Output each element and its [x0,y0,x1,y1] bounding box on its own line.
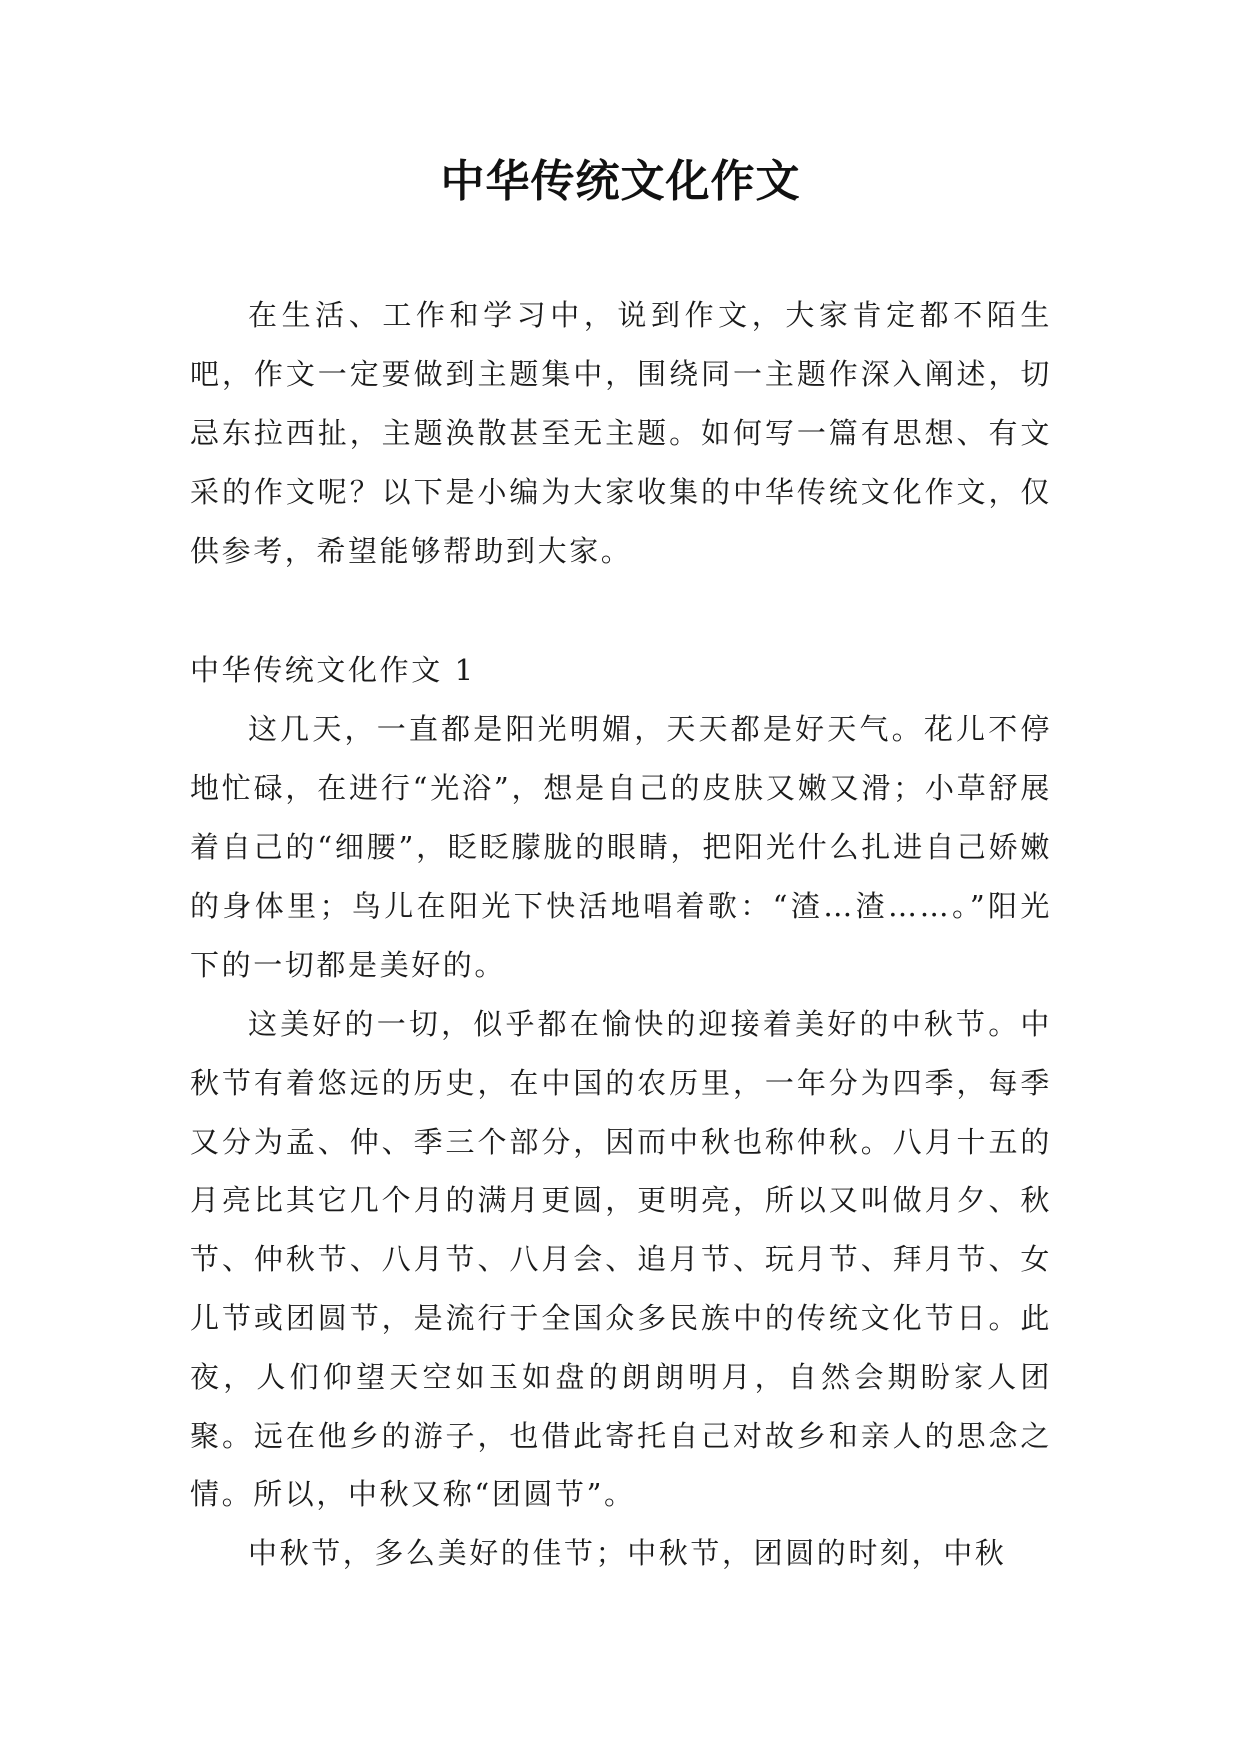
section-paragraph-3: 中秋节，多么美好的佳节；中秋节，团圆的时刻，中秋 [248,1536,1007,1571]
section-paragraph-2: 这美好的一切，似乎都在愉快的迎接着美好的中秋节。中秋节有着悠远的历史，在中国的农历里，一年分为四季，每季又分为孟、仲、季三个部分，因而中秋也称仲秋。八月十五的月亮比其它几个月的满月更圆，更明亮，所以又叫做月夕、秋节、仲秋节、八月节、八月会、追月节、玩月节、拜月节、女儿节或团圆节，是流行于全国众多民族中的传统文化节日。此夜，人们仰望天空如玉如盘的朗朗明月，自然会期盼家人团聚。远在他乡的游子，也借此寄托自己对故乡和亲人的思念之情。所以，中秋又称“团圆节”。 [190,1007,1052,1512]
section-spacer [190,581,1052,641]
section-paragraph-1: 这几天，一直都是阳光明媚，天天都是好天气。花儿不停地忙碌，在进行“光浴”，想是自己的皮肤又嫩又滑；小草舒展着自己的“细腰”，眨眨朦胧的眼睛，把阳光什么扎进自己娇嫩的身体里；鸟儿在阳光下快活地唱着歌：“渣…渣……。”阳光下的一切都是美好的。 [190,712,1052,982]
document-body [190,286,1052,1583]
section-heading: 中华传统文化作文 1 [190,653,476,687]
essay-section-1 [190,641,1052,1583]
intro-paragraph: 在生活、工作和学习中，说到作文，大家肯定都不陌生吧，作文一定要做到主题集中，围绕同一主题作深入阐述，切忌东拉西扯，主题涣散甚至无主题。如何写一篇有思想、有文采的作文呢？以下是小编为大家收集的中华传统文化作文，仅供参考，希望能够帮助到大家。 [190,298,1052,568]
document-title: 中华传统文化作文 [440,156,801,207]
